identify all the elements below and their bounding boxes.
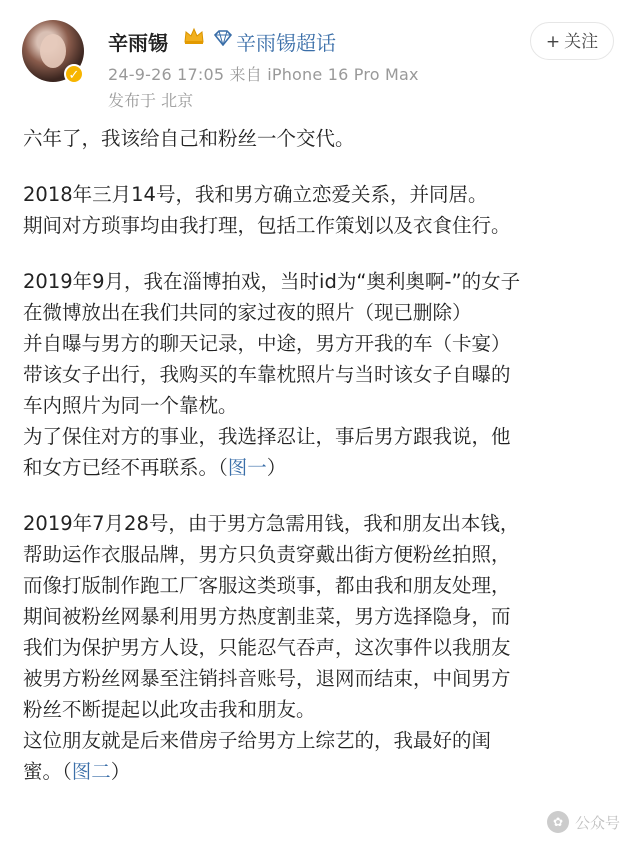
crown-icon [183, 27, 205, 45]
username[interactable]: 辛雨锡 [108, 31, 168, 55]
text-line: 并自曝与男方的聊天记录，中途，男方开我的车（卡宴） [23, 332, 511, 355]
text-line: 而像打版制作跑工厂客服这类琐事，都由我和朋友处理， [23, 574, 511, 597]
diamond-icon [214, 30, 232, 46]
text-line: 在微博放出在我们共同的家过夜的照片（现已删除） [23, 301, 472, 324]
text-segment: ） [266, 456, 287, 479]
paragraph-4 [23, 508, 623, 787]
image-link-2[interactable]: 图二 [71, 760, 111, 783]
text-line: 2019年9月，我在淄博拍戏，当时id为“奥利奥啊-”的女子 [23, 270, 521, 293]
text-line [23, 452, 623, 483]
post-time-device: 24-9-26 17:05 来自 iPhone 16 Pro Max [108, 65, 419, 84]
text-line [23, 756, 623, 787]
paragraph-3 [23, 266, 623, 483]
text-line: 期间被粉丝网暴利用男方热度割韭菜，男方选择隐身，而 [23, 605, 511, 628]
text-line: 我们为保护男方人设，只能忍气吞声，这次事件以我朋友 [23, 636, 511, 659]
text-line: 为了保住对方的事业，我选择忍让，事后男方跟我说，他 [23, 425, 511, 448]
post-body [23, 123, 623, 812]
text-segment: 和女方已经不再联系。（ [23, 456, 228, 479]
verified-badge-icon: ✓ [64, 64, 84, 84]
paragraph-2 [23, 179, 623, 241]
text-line: 粉丝不断提起以此攻击我和朋友。 [23, 698, 316, 721]
post-header [0, 0, 640, 118]
wechat-icon: ✿ [547, 811, 569, 833]
follow-button[interactable] [530, 22, 614, 60]
avatar-image [40, 34, 66, 68]
text-segment: ） [110, 760, 131, 783]
text-line: 2018年三月14号，我和男方确立恋爱关系，并同居。 [23, 183, 488, 206]
follow-label: 关注 [564, 32, 599, 52]
watermark [547, 808, 620, 836]
text-line: 帮助运作衣服品牌，男方只负责穿戴出街方便粉丝拍照， [23, 543, 511, 566]
plus-icon: + [545, 32, 561, 52]
image-link-1[interactable]: 图一 [227, 456, 267, 479]
text-line: 期间对方琐事均由我打理，包括工作策划以及衣食住行。 [23, 214, 511, 237]
text-line: 六年了，我该给自己和粉丝一个交代。 [23, 127, 355, 150]
text-line: 这位朋友就是后来借房子给男方上综艺的，我最好的闺 [23, 729, 492, 752]
text-line: 被男方粉丝网暴至注销抖音账号，退网而结束，中间男方 [23, 667, 511, 690]
post-location: 发布于 北京 [108, 91, 194, 110]
text-line: 2019年7月28号，由于男方急需用钱，我和朋友出本钱， [23, 512, 520, 535]
super-topic-link[interactable]: 辛雨锡超话 [236, 31, 336, 55]
watermark-text: 公众号 [574, 813, 620, 832]
text-segment: 蜜。（ [23, 760, 72, 783]
text-line: 车内照片为同一个靠枕。 [23, 394, 238, 417]
text-line: 带该女子出行，我购买的车靠枕照片与当时该女子自曝的 [23, 363, 511, 386]
paragraph-1 [23, 123, 623, 154]
